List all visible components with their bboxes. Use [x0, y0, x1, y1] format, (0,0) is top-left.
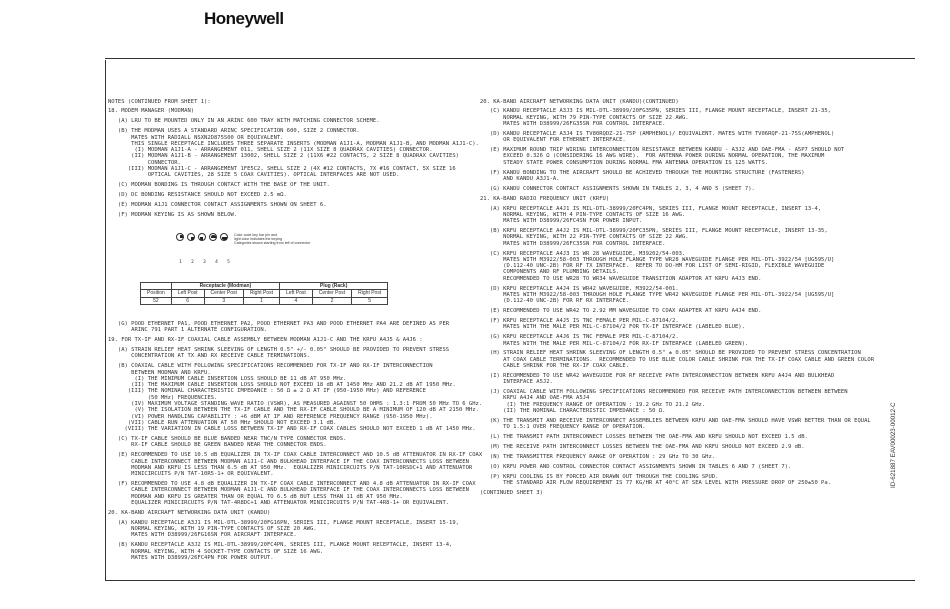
note-line: (C) KRFU RECEPTACLE A4J3 IS WR 28 WAVEGUIDE, M39202/54-003. [480, 250, 686, 257]
note-line: MATES WITH D38999/26FG35SN FOR CONTROL INTERFACE. [480, 121, 666, 128]
note-line: (N) THE TRANSMITTER FREQUENCY RANGE OF OPERATION : 29 GHz TO 30 GHz. [480, 453, 716, 460]
keying-number: 1 [179, 260, 182, 265]
note-line: (VI) POWER HANDLING CAPABILITY : +6 dBM AT IF AND REFERENCE FREQUENCY RANGE (950-1950 MHz). [108, 413, 433, 420]
note-line: (I) THE FREQUENCY RANGE OF OPERATION : 19.2 GHz TO 21.2 GHz. [480, 401, 706, 408]
note-line: (D) KANDU RECEPTACLE A3J4 IS TV80RQDZ-21-75P (AMPHENOL)/ EQUIVALENT. MATES WITH TV06RQF-21-75S(AMPHENOL) [480, 130, 835, 137]
note-line: (B) THE MODMAN USES A STANDARD ARINC SPECIFICATION 600, SIZE 2 CONNECTOR. [108, 128, 360, 135]
note-line: OPTICAL CAVITIES, 28 SIZE 5 COAX CAVITIES). OPTICAL INTERFACES ARE NOT USED. [108, 172, 400, 179]
note-line: CABLE SHRINK FOR THE RX-IF COAX CABLE. [480, 363, 630, 369]
note-line: (III) THE NOMINAL CHARACTERISTIC IMPEDANCE : 50 Ω ± 2 Ω AT IF (950-1950 MHz) AND REFERENCE [108, 388, 426, 395]
left-notes-block-2 [108, 320, 483, 561]
note-line: (M) THE RECEIVE PATH INTERCONNECT LOSSES BETWEEN THE OAE-FMA AND KRFU SHOULD NOT EXCEED 2.9 dB. [480, 443, 805, 450]
table-cell: 6 [171, 297, 204, 305]
note-line: (C) KANDU RECEPTACLE A3J3 IS MIL-DTL-38999/20FG35PN, SERIES III, FLANGE MOUNT RECEPTACLE, INSERT 21-35, [480, 108, 831, 115]
note-line: (II) MODMAN A1J1-B - ARRANGEMENT 13002, SHELL SIZE 2 (11X6 #22 CONTACTS, 2 SIZE 8 QUADRAX CAVITIES) [108, 153, 459, 160]
note-line: (A) KRFU RECEPTACLE A4J1 IS MIL-DTL-38999/20FC4PN, SERIES III, FLANGE MOUNT RECEPTACLE, INSERT 13-4, [480, 205, 822, 212]
keying-position-2-icon [187, 233, 195, 241]
table-cell: 52 [141, 297, 172, 305]
note-line: MATES WITH M3922/58-003 THROUGH HOLE FLANGE TYPE WR28 WAVEGUIDE FLANGE PER MIL-DTL-3922/54 [UG595/U] [480, 256, 835, 263]
note-line: (H) STRAIN RELIEF HEAT SHRINK SLEEVING OF LENGTH 0.5" ± 0.05" SHOULD BE PROVIDED TO PREVENT STRESS CONCENTRATION [480, 350, 861, 357]
keying-position-table [140, 282, 388, 306]
note-line: (G) KRFU RECEPTACLE A4J6 IS TNC FEMALE PER MIL-C-87104/2. [480, 334, 679, 341]
note-line: CONCENTRATION AT TX AND RX RECEIVE CABLE TERMINATIONS. [108, 353, 310, 360]
note-line: (D) DC BONDING RESISTANCE SHOULD NOT EXCEED 2.5 mΩ. [108, 192, 287, 199]
note-line: BETWEEN MODMAN AND KRFU. [108, 369, 211, 376]
note-line: STEADY STATE POWER CONSUMPTION DURING NORMAL FMA ANTENNA OPERATION IS 125 WATTS. [480, 159, 769, 166]
note-line: (50 MHz) FREQUENCIES. [108, 394, 218, 401]
note-line: MINICIRCUITS P/N TAT-10R5-1+ OR EQUIVALENT. [108, 471, 274, 478]
note-line: MATES WITH D38999/26FC4SN FOR POWER INPUT. [480, 218, 643, 225]
note-line: (I) MODMAN A1J1-A - ARRANGEMENT 011, SHELL SIZE 2 (11X SIZE 8 QUADRAX CAVITIES) CONNECTOR. [108, 147, 433, 154]
plug-group-header: Plug (Rack) [280, 282, 388, 290]
note-line: 19. FOR TX-IF AND RX-IF COAXIAL CABLE ASSEMBLY BETWEEN MODMAN A1J1-C AND THE KRFU A4J5 & A4J6 : [108, 337, 423, 344]
table-corner [141, 282, 172, 290]
note-line: (CONTINUED SHEET 3) [480, 489, 543, 496]
note-line: NORMAL KEYING, WITH 79 PIN-TYPE CONTACTS OF SIZE 22 AWG. [480, 114, 689, 121]
note-line: (II) THE MAXIMUM CABLE INSERTION LOSS SHOULD NOT EXCEED 18 dB AT 1450 MHz AND 21.2 dB AT 1950 MHz. [108, 382, 456, 389]
note-line: NORMAL KEYING, WITH 4 SOCKET-TYPE CONTACTS OF SIZE 16 AWG. [108, 548, 324, 555]
keying-number: 2 [191, 260, 194, 265]
note-line: KRFU A4J4 AND OAE-FMA A5J4 [480, 395, 590, 402]
table-header-cell: Center Post [312, 290, 351, 298]
note-line: (B) KANDU RECEPTACLE A3J2 IS MIL-DTL-38999/20FC4PN, SERIES III, FLANGE MOUNT RECEPTACLE, INSERT 13-4, [108, 542, 453, 549]
note-line: (O) KRFU POWER AND CONTROL CONNECTOR CONTACT ASSIGNMENTS SHOWN IN TABLES 6 AND 7 (SHEET 7). [480, 463, 792, 470]
note-line: (F) KRFU RECEPTACLE A4J5 IS TNC FEMALE PER MIL-C-87104/2. [480, 318, 679, 325]
note-line: (A) KANDU RECEPTACLE A3J1 IS MIL-DTL-38999/20FG16PN, SERIES III, FLANGE MOUNT RECEPTACLE, INSERT 15-19, [108, 519, 459, 526]
note-line: COMPONENTS AND RF PLUMBING DETAILS. [480, 269, 620, 276]
keying-circles [176, 233, 228, 241]
note-line: OR EQUIVALENT FOR ETHERNET INTERFACE. [480, 137, 626, 144]
table-cell: 1 [243, 297, 279, 305]
table-header-cell: Right Post [352, 290, 388, 298]
note-line: MATES WITH M3922/58-003 THROUGH HOLE FLANGE TYPE WR42 WAVEGUIDE FLANGE PER MIL-DTL-3922/54 [UG595/U] [480, 291, 835, 298]
note-line: (L) THE TRANSMIT PATH INTERCONNECT LOSSES BETWEEN THE OAE-FMA AND KRFU SHOULD NOT EXCEED 1.5 dB. [480, 434, 808, 441]
note-line: (I) RECOMMENDED TO USE WR42 WAVEGUIDE FOR RF RECEIVE PATH INTERCONNECTION BETWEEN KRFU A4J4 AND BULKHEAD [480, 372, 835, 379]
honeywell-logo: Honeywell [204, 9, 284, 28]
note-line: (G) KANDU CONNECTOR CONTACT ASSIGNMENTS SHOWN IN TABLES 2, 3, 4 AND 5 (SHEET 7). [480, 185, 755, 192]
note-line: (F) RECOMMENDED TO USE 4.8 dB EQUALIZER IN TX-IF COAX CABLE INTERCONNECT AND 4.8 dB ATTENUATOR IN RX-IF COAX [108, 481, 476, 488]
note-line: (VIII) THE VARIATION IN CABLE LOSS BETWEEN TX-IF AND RX-IF COAX CABLES SHOULD NOT EXCEED 1 dB AT 1450 MHz. [108, 426, 476, 433]
note-line: (J) COAXIAL CABLE WITH FOLLOWING SPECIFICATIONS RECOMMENDED FOR RECEIVE PATH INTERCONNECTION BETWEEN BETWEEN [480, 389, 848, 396]
note-line: 21. KA-BAND RADIO FREQUENCY UNIT (KRFU) [480, 195, 610, 202]
keying-legend-note: Color code key bar pin and light color indicates the keying Categories shown starting from left of connector [234, 232, 311, 246]
note-line: EXCEED 0.326 Ω (CONSIDERING 16 AWG WIRE). FOR ANTENNA POWER DURING NORMAL OPERATION, THE MAXIMUM [480, 153, 825, 160]
note-line: (F) KANDU BONDING TO THE AIRCRAFT SHOULD BE ACHIEVED THROUGH THE MOUNTING STRUCTURE (FASTENERS) [480, 169, 805, 176]
note-line: EQUALIZER MINICIRCUITS P/N TAT-4R8DC+1 AND ATTENUATOR MINICIRCUITS P/N TAT-4R8-1+ OR EQUIVALENT. [108, 499, 450, 506]
modman-keying-diagram [176, 233, 468, 246]
right-notes-block [480, 98, 875, 497]
note-line: (K) THE TRANSMIT AND RECEIVE INTERCONNECT ASSEMBLIES BETWEEN KRFU AND OAE-FMA SHOULD HAVE VSWR BETTER THAN OR EQUAL [480, 417, 871, 424]
note-line: AND KANDU A3J1-A. [480, 175, 560, 182]
note-line: 20. KA-BAND AIRCRAFT NETWORKING DATA UNIT (KANDU) [108, 509, 271, 516]
note-line: CONNECTOR. [108, 159, 181, 166]
note-line: (F) MODMAN KEYING IS AS SHOWN BELOW. [108, 211, 238, 218]
note-line: (E) MODMAN A1J1 CONNECTOR CONTACT ASSIGNMENTS SHOWN ON SHEET 6. [108, 202, 327, 209]
note-line: MODMAN AND KRFU IS GREATER THAN OR EQUAL TO 6.5 dB BUT LESS THAN 11 dB AT 950 MHz. [108, 493, 403, 500]
note-line: MODMAN AND KRFU IS LESS THAN 6.5 dB AT 950 MHz. EQUALIZER MINICIRCUITS P/N TAT-10RSDC+1 AND ATTENUATOR [108, 464, 473, 471]
note-line: THE STANDARD AIR FLOW REQUIREMENT IS 77 KG/HR AT 40°C AT SEA LEVEL WITH PRESSURE DROP OF 250±50 Pa. [480, 479, 831, 486]
note-line: INTERFACE A5J2. [480, 379, 553, 386]
note-line: TO 1.5:1 OVER FREQUENCY RANGE OF OPERATION. [480, 424, 646, 431]
note-line: (D.112-40 UNC-2B) FOR RF RX INTERFACE. [480, 298, 630, 305]
bottom-rule [105, 580, 915, 581]
note-line: (C) MODMAN BONDING IS THROUGH CONTACT WITH THE BASE OF THE UNIT. [108, 182, 330, 189]
keying-position-5-icon [220, 233, 228, 241]
keying-number: 4 [215, 260, 218, 265]
table-cell: 3 [204, 297, 243, 305]
table-header-cell: Position [141, 290, 172, 298]
table-header-cell: Center Post [204, 290, 243, 298]
note-line: (G) POOD ETHERNET PA1, POOD ETHERNET PA2, POOD ETHERNET PA3 AND POOD ETHERNET PA4 ARE DEFINED AS PER [108, 320, 450, 327]
note-line: NORMAL KEYING, WITH 22 PIN-TYPE CONTACTS OF SIZE 22 AWG. [480, 234, 689, 241]
note-line: (III) MODMAN A1J1-C - ARRANGEMENT 1FE5C2, SHELL SIZE 2 (4X #12 CONTACTS, 7X #16 CONTACT, 5X SIZE 16 [108, 166, 456, 173]
table-header-cell: Right Post [243, 290, 279, 298]
note-line: (A) STRAIN RELIEF HEAT SHRINK SLEEVING OF LENGTH 0.5" +/- 0.05" SHOULD BE PROVIDED TO PREVENT STRESS [108, 347, 450, 354]
note-line: RECOMMENDED TO USE WR28 TO WR34 WAVEGUIDE TRANSITION ADAPTOR AT KRFU A4J3 END. [480, 275, 762, 282]
table-cell: 4 [280, 297, 313, 305]
note-line: (II) THE NOMINAL CHARACTERISTIC IMPEDANCE : 50 Ω. [480, 407, 666, 414]
note-line: MATES WITH THE MALE PER MIL-C-87104/2 FOR RX-IF INTERFACE (LABELED GREEN). [480, 340, 749, 347]
table-header-cell: Left Post [280, 290, 313, 298]
note-line: NORMAL KEYING, WITH 4 PIN-TYPE CONTACTS OF SIZE 16 AWG. [480, 211, 686, 218]
note-line: (I) THE MINIMUM CABLE INSERTION LOSS SHOULD BE 11 dB AT 950 MHz. [108, 375, 347, 382]
note-line: ARINC 791 PART 1 ALTERNATE CONFIGURATION. [108, 327, 267, 334]
keying-numbers [176, 260, 468, 266]
note-line: (E) RECOMMENDED TO USE 10.5 dB EQUALIZER IN TX-IF COAX CABLE INTERCONNECT AND 10.5 dB ATTENUATOR IN RX-IF COAX [108, 452, 483, 459]
note-line: RX-IF CABLE SHOULD BE GREEN BANDED NEAR THE CONNECTOR ENDS. [108, 442, 327, 449]
note-line: (E) MAXIMUM ROUND TRIP WIRING INTERCONNECTION RESISTANCE BETWEEN KANDU - A3J2 AND OAE-FMA - A5P7 SHOULD NOT [480, 147, 845, 154]
note-line: (A) LRU TO BE MOUNTED ONLY IN AN ARINC 600 TRAY WITH MATCHING CONNECTOR SCHEME. [108, 118, 380, 125]
note-line: CABLE INTERCONNECT BETWEEN MODMAN A1J1-C AND BULKHEAD INTERFACE IF THE COAX INTERCONNECTS LOSS BETWEEN [108, 458, 469, 465]
table-cell: 5 [352, 297, 388, 305]
note-line: MATES WITH THE MALE PER MIL-C-87104/2 FOR TX-IF INTERFACE (LABELED BLUE). [480, 324, 745, 331]
notes-left-column [108, 86, 483, 567]
left-margin-rule [105, 60, 106, 580]
note-line: CABLE INTERCONNECT BETWEEN MODMAN A1J1-C AND BULKHEAD INTERFACE IF THE COAX INTERCONNECTS LOSS BETWEEN [108, 487, 469, 494]
notes-right-column [480, 86, 875, 502]
document-id: ID-621887 EAV00023-00012-C [890, 402, 897, 488]
table-cell: 2 [312, 297, 351, 305]
note-line: (B) KRFU RECEPTACLE A4J2 IS MIL-DTL-38999/20FC35PN, SERIES III, FLANGE MOUNT RECEPTACLE, INSERT 13-35, [480, 228, 828, 235]
note-line: THIS SINGLE RECEPTACLE INCLUDES THREE SEPARATE INSERTS (MODMAN A1J1-A, MODMAN A1J1-B, AND MODMAN A1J1-C). [108, 140, 479, 147]
note-line: (P) KRFU COOLING IS BY FORCED AIR DRAWN OUT THROUGH THE COOLING SPUD. [480, 473, 719, 480]
note-line: (VII) CABLE RUN ATTENUATION AT 50 MHz SHOULD NOT EXCEED 3.1 dB. [108, 419, 337, 426]
keying-number: 3 [203, 260, 206, 265]
note-line: (C) TX-IF CABLE SHOULD BE BLUE BANDED NEAR TNC/N TYPE CONNECTOR ENDS. [108, 436, 347, 443]
table-header-cell: Left Post [171, 290, 204, 298]
keying-number: 5 [227, 260, 230, 265]
note-line: 20. KA-BAND AIRCRAFT NETWORKING DATA UNIT (KANDU)(CONTINUED) [480, 98, 679, 105]
note-line: (IV) MAXIMUM VOLTAGE STANDING WAVE RATIO (VSWR), AS MEASURED AGAINST 50 OHMS : 1.3:1 FROM 50 MHz TO 6 GHz. [108, 401, 483, 408]
note-line: MATES WITH RADIALL NSXN2D875S00 OR EQUIVALENT. [108, 134, 284, 141]
note-line: (V) THE ISOLATION BETWEEN THE TX-IF CABLE AND THE RX-IF CABLE SHOULD BE A MINIMUM OF 120 dB AT 2150 MHz. [108, 407, 479, 414]
left-notes-block-1 [108, 98, 479, 219]
note-line: MATES WITH D38999/26FC35SN FOR CONTROL INTERFACE. [480, 240, 666, 247]
keying-position-4-icon [209, 233, 217, 241]
note-line: NOTES (CONTINUED FROM SHEET 1): [108, 98, 211, 105]
note-line: (D.112-40 UNC-2B) FOR RF TX INTERFACE. REFER TO DO-HM FOR LIST OF SEMI-RIGID, FLEXIBLE WAVEGUIDE [480, 263, 825, 270]
note-line: MATES WITH D38999/26FC4PN FOR POWER OUTPUT. [108, 554, 274, 561]
note-line: MATES WITH D38999/26FG16SN FOR AIRCRAFT INTERFACE. [108, 532, 297, 539]
note-line: AT COAX CABLE TERMINATIONS. RECOMMENDED TO USE BLUE COLOR CABLE SHRINK FOR THE TX-IF COAX CABLE AND GREEN COLOR [480, 356, 875, 363]
note-line: (B) COAXIAL CABLE WITH FOLLOWING SPECIFICATIONS RECOMMENDED FOR TX-IF AND RX-IF INTERCONNECTION [108, 363, 433, 370]
note-line: (D) KRFU RECEPTACLE A4J4 IS WR42 WAVEGUIDE, M3922/54-001. [480, 285, 679, 292]
note-line: (E) RECOMMENDED TO USE WR42 TO 2.92 MM WAVEGUIDE TO COAX ADAPTER AT KRFU A4J4 END. [480, 308, 762, 315]
note-line: 18. MODEM MANAGER (MODMAN) [108, 108, 195, 115]
top-rule [105, 58, 915, 59]
keying-position-3-icon [198, 233, 206, 241]
receptacle-group-header: Receptacle (Modman) [171, 282, 279, 290]
note-line: NORMAL KEYING, WITH 19 PIN-TYPE CONTACTS OF SIZE 20 AWG. [108, 526, 317, 533]
keying-position-1-icon [176, 233, 184, 241]
